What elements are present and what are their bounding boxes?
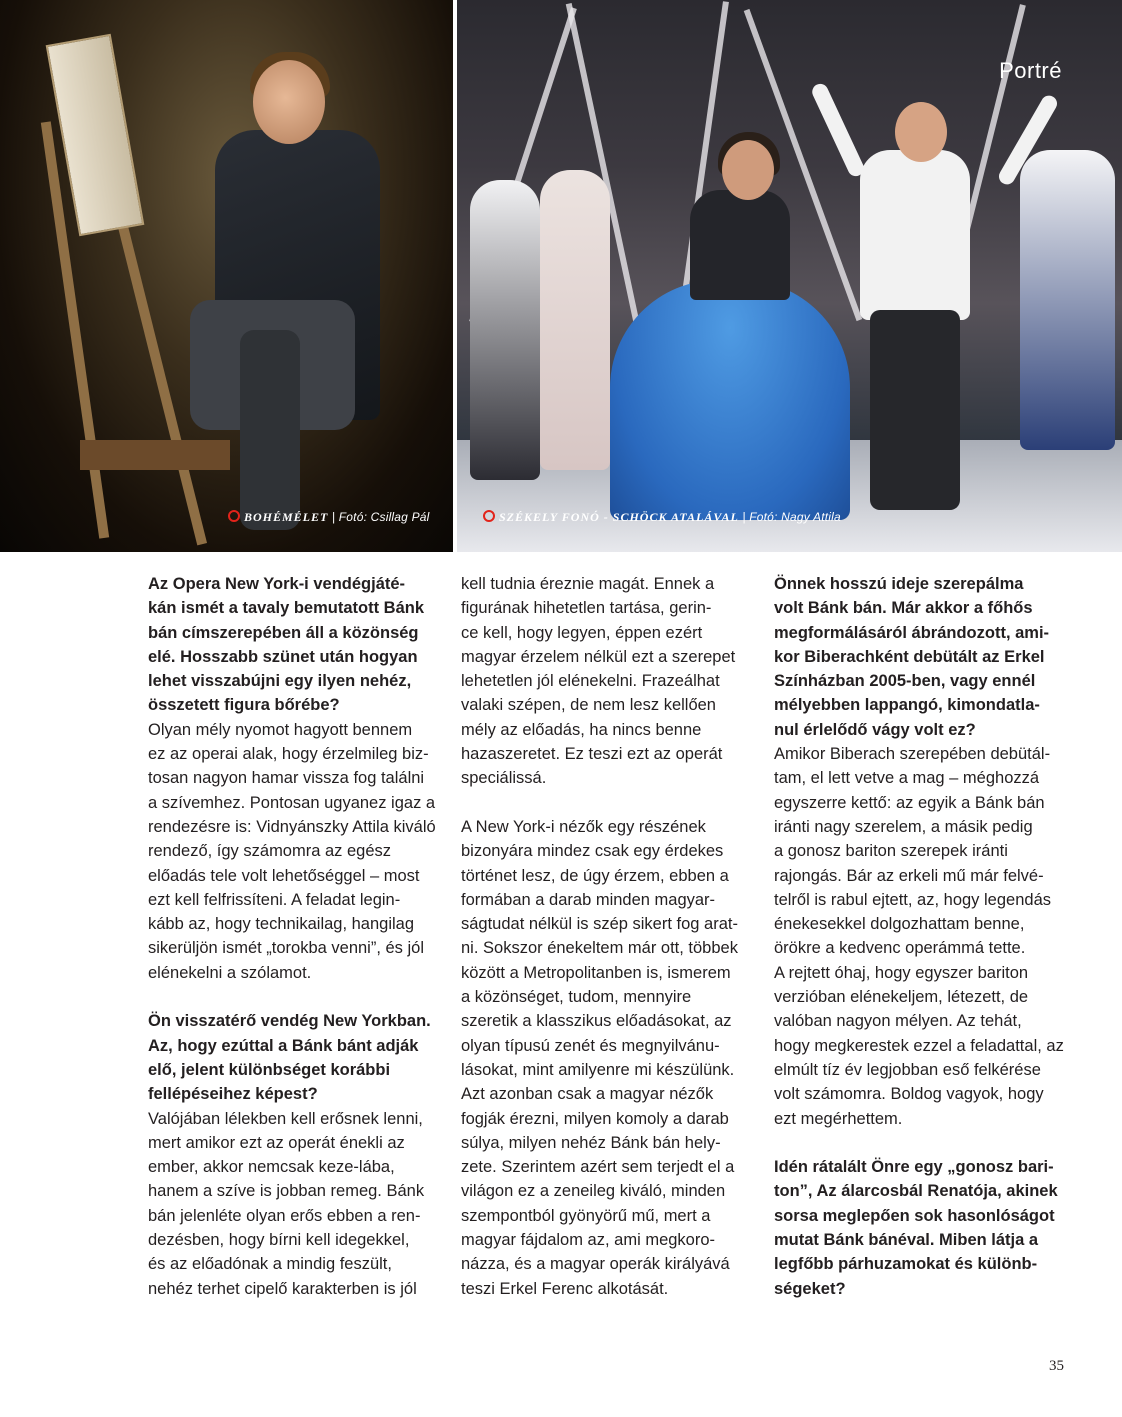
text-line: szempontból gyönyörű mű, mert a <box>461 1206 711 1225</box>
caption-title: SZÉKELY FONÓ - SCHÖCK ATALÁVAL <box>499 510 739 524</box>
text-line: nul érlelődő vágy volt ez? <box>774 720 976 739</box>
text-line: rendező, így számomra az egész <box>148 842 392 861</box>
text-line: formában a darab minden magyar- <box>461 890 716 909</box>
caption-title: BOHÉMÉLET <box>244 510 329 524</box>
interview-answer <box>148 718 438 985</box>
text-line: ezt megérhettem. <box>774 1109 903 1128</box>
text-line: megformálásáról ábrándozott, ami- <box>774 623 1050 642</box>
text-line: figurának hihetetlen tartása, gerin- <box>461 599 712 618</box>
text-line: és az előadónak a mindig feszült, <box>148 1255 392 1274</box>
dancer-pants <box>870 310 960 510</box>
dancer <box>1020 150 1115 450</box>
text-line: fellépéseihez képest? <box>148 1085 318 1104</box>
paragraph-gap <box>461 791 751 815</box>
text-line: A rejtett óhaj, hogy egyszer bariton <box>774 963 1029 982</box>
text-line: világon ez a zeneileg kiváló, minden <box>461 1182 726 1201</box>
text-line: verzióban elénekeljem, létezett, de <box>774 988 1029 1007</box>
text-line: kor Biberachként debütált az Erkel <box>774 647 1045 666</box>
text-line: lásokat, mint amilyenre mi készülünk. <box>461 1060 735 1079</box>
text-line: Azt azonban csak a magyar nézők <box>461 1085 714 1104</box>
text-line: ember, akkor nemcsak keze-lába, <box>148 1158 395 1177</box>
paragraph-gap <box>148 985 438 1009</box>
text-line: mélyebben lappangó, kimondatla- <box>774 696 1040 715</box>
text-line: telről is rabul ejtett, az, hogy legendás <box>774 890 1051 909</box>
text-line: magyar érzelem nélkül ezt a szerepet <box>461 647 736 666</box>
interview-answer <box>148 1107 438 1301</box>
text-line: magyar fájdalom az, ami megkoro- <box>461 1231 716 1250</box>
text-line: szeretik a klasszikus előadásokat, az <box>461 1012 732 1031</box>
text-line: fogják érezni, milyen komoly a darab <box>461 1109 729 1128</box>
text-line: kell tudnia éreznie magát. Ennek a <box>461 575 715 593</box>
interview-answer <box>774 742 1066 1131</box>
text-line: kán ismét a tavaly bemutatott Bánk <box>148 599 425 618</box>
text-line: Az, hogy ezúttal a Bánk bánt adják <box>148 1036 419 1055</box>
text-line: A New York-i nézők egy részének <box>461 817 706 836</box>
text-line: lehet visszabújni egy ilyen nehéz, <box>148 672 412 691</box>
text-line: Valójában lélekben kell erősnek lenni, <box>148 1109 423 1128</box>
text-line: Önnek hosszú ideje szerepálma <box>774 575 1024 593</box>
singer-head <box>253 60 325 144</box>
photo-boheme <box>0 0 453 552</box>
text-line: ce kell, hogy legyen, éppen ezért <box>461 623 703 642</box>
text-line: dezésben, hogy bírni kell idegekkel, <box>148 1231 410 1250</box>
dancer-bodice <box>690 190 790 300</box>
text-column-3 <box>774 572 1066 1301</box>
caption-right <box>483 510 841 525</box>
section-label: Portré <box>999 58 1062 83</box>
text-line: valóban nagyon mélyen. Az tehát, <box>774 1012 1022 1031</box>
text-line: valaki szépen, de nem lesz kellően <box>461 696 716 715</box>
text-line: bán jelenléte olyan erős ebben a ren- <box>148 1206 421 1225</box>
text-line: súlya, milyen nehéz Bánk bán hely- <box>461 1133 721 1152</box>
text-line: ez az operai alak, hogy érzelmileg biz- <box>148 745 429 764</box>
text-line: elmúlt tíz év legjobban eső felkérése <box>774 1060 1041 1079</box>
caption-credit: | Fotó: Csillag Pál <box>331 510 430 524</box>
interview-question <box>148 1009 438 1106</box>
text-line: Ön visszatérő vendég New Yorkban. <box>148 1012 431 1031</box>
text-line: történet lesz, de úgy érzem, ebben a <box>461 866 729 885</box>
text-line: sorsa meglepően sok hasonlóságot <box>774 1206 1055 1225</box>
text-line: a gonosz bariton szerepek iránti <box>774 842 1008 861</box>
text-line: összetett figura bőrébe? <box>148 696 340 715</box>
text-line: názza, és a magyar operák királyává <box>461 1255 730 1274</box>
text-line: ezt kell felfrissíteni. A feladat legin- <box>148 890 401 909</box>
text-line: elő, jelent különbséget korábbi <box>148 1060 391 1079</box>
dancer-head <box>722 140 774 200</box>
interview-question <box>774 572 1066 742</box>
text-line: Amikor Biberach szerepében debütál- <box>774 745 1051 764</box>
dancer <box>470 180 540 480</box>
text-line: volt Bánk bán. Már akkor a főhős <box>774 599 1033 618</box>
page-number: 35 <box>1049 1358 1064 1374</box>
interview-answer <box>461 815 751 1301</box>
text-line: ségeket? <box>774 1279 846 1298</box>
text-line: nehéz terhet cipelő karakterben is jól <box>148 1279 417 1298</box>
blue-skirt <box>610 280 850 520</box>
text-line: hazaszeretet. Ez teszi ezt az operát <box>461 745 723 764</box>
text-line: olyan típusú zenét és megnyilvánu- <box>461 1036 720 1055</box>
text-line: énekesekkel dolgozhattam benne, <box>774 915 1025 934</box>
dancer-head <box>895 102 947 162</box>
caption-credit: | Fotó: Nagy Attila <box>742 510 841 524</box>
text-line: rendezésre is: Vidnyánszky Attila kiváló <box>148 817 436 836</box>
stool <box>80 440 230 470</box>
text-line: volt számomra. Boldog vagyok, hogy <box>774 1085 1044 1104</box>
text-line: tam, el lett vetve a mag – méghozzá <box>774 769 1040 788</box>
caption-marker-icon <box>228 510 240 522</box>
caption-left <box>228 510 430 525</box>
text-line: örökre a kedvenc operámmá tette. <box>774 939 1026 958</box>
interview-question <box>774 1155 1066 1301</box>
text-line: mély az előadás, ha nincs benne <box>461 720 702 739</box>
text-line: elé. Hosszabb szünet után hogyan <box>148 647 418 666</box>
caption-marker-icon <box>483 510 495 522</box>
text-line: mutat Bánk bánéval. Miben látja a <box>774 1231 1039 1250</box>
text-line: kább az, hogy technikailag, hangilag <box>148 915 415 934</box>
text-column-2 <box>461 572 751 1301</box>
text-line: teszi Erkel Ferenc alkotását. <box>461 1279 669 1298</box>
text-line: legfőbb párhuzamokat és különb- <box>774 1255 1038 1274</box>
text-line: speciálissá. <box>461 769 547 788</box>
text-line: egyszerre kettő: az egyik a Bánk bán <box>774 793 1045 812</box>
paragraph-gap <box>774 1131 1066 1155</box>
text-line: előadás tele volt lehetőséggel – most <box>148 866 420 885</box>
text-line: ton”, Az álarcosbál Renatója, akinek <box>774 1182 1058 1201</box>
text-line: Színházban 2005-ben, vagy ennél <box>774 672 1036 691</box>
text-line: bizonyára mindez csak egy érdekes <box>461 842 724 861</box>
singer-leg <box>240 330 300 530</box>
text-line: hanem a szíve is jobban remeg. Bánk <box>148 1182 425 1201</box>
text-line: bán címszerepében áll a közönség <box>148 623 419 642</box>
text-line: Idén rátalált Önre egy „gonosz bari- <box>774 1158 1054 1177</box>
text-line: ni. Sokszor énekeltem már ott, többek <box>461 939 738 958</box>
text-line: Az Opera New York-i vendégjáté- <box>148 575 406 593</box>
interview-answer <box>461 572 751 791</box>
text-column-1 <box>148 572 438 1301</box>
text-line: hogy megkerestek ezzel a feladattal, az <box>774 1036 1064 1055</box>
interview-question <box>148 572 438 718</box>
text-line: sikerüljön ismét „torokba venni”, és jól <box>148 939 425 958</box>
text-line: Olyan mély nyomot hagyott bennem <box>148 720 413 739</box>
text-line: lehetetlen jól elénekelni. Frazeálhat <box>461 672 720 691</box>
text-line: tosan nagyon hamar vissza fog találni <box>148 769 425 788</box>
text-line: ságtudat nélkül is szép sikert fog arat- <box>461 915 738 934</box>
text-line: a szívemhez. Pontosan ugyanez igaz a <box>148 793 436 812</box>
text-line: rajongás. Bár az erkeli mű már felvé- <box>774 866 1044 885</box>
text-line: iránti nagy szerelem, a másik pedig <box>774 817 1033 836</box>
text-line: között a Metropolitanben is, ismerem <box>461 963 731 982</box>
text-line: elénekelni a szólamot. <box>148 963 312 982</box>
text-line: a közönséget, tudom, mennyire <box>461 988 692 1007</box>
text-line: zete. Szerintem azért sem terjedt el a <box>461 1158 735 1177</box>
dancer-shirt <box>860 150 970 320</box>
text-line: mert amikor ezt az operát énekli az <box>148 1133 405 1152</box>
dancer <box>540 170 610 470</box>
